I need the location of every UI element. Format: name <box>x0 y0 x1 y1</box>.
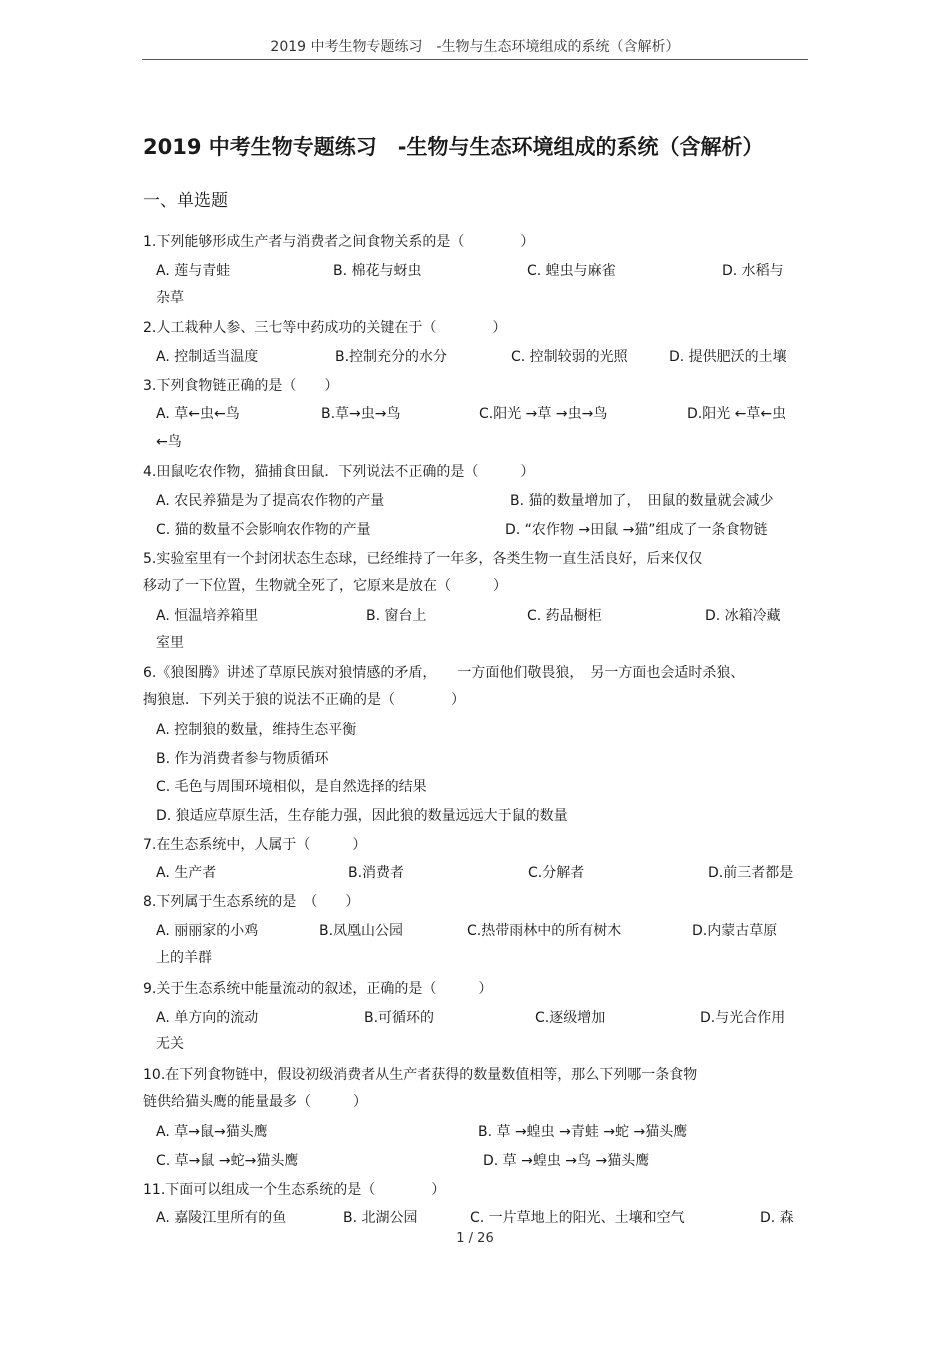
question-3-option-d: D.阳光 ←草←虫 <box>687 406 787 422</box>
question-3-stem: 3.下列食物链正确的是（ ） <box>143 378 339 394</box>
question-4-option-b: B. 猫的数量增加了， 田鼠的数量就会减少 <box>510 493 774 509</box>
section-heading: 一、单选题 <box>143 191 228 211</box>
question-8-stem: 8.下列属于生态系统的是 （ ） <box>143 894 360 910</box>
question-4-option-c: C. 猫的数量不会影响农作物的产量 <box>156 522 371 538</box>
question-2-option-d: D. 提供肥沃的土壤 <box>669 349 787 365</box>
question-11-option-c: C. 一片草地上的阳光、土壤和空气 <box>470 1210 685 1226</box>
question-10-option-a: A. 草→鼠→猫头鹰 <box>156 1124 268 1140</box>
question-7-option-d: D.前三者都是 <box>708 865 794 881</box>
question-5-stem-cont: 移动了一下位置，生物就全死了，它原来是放在（ ） <box>143 578 507 594</box>
question-3-option-d-cont: ←鸟 <box>156 434 182 450</box>
question-2-option-b: B.控制充分的水分 <box>335 349 448 365</box>
question-8-option-a: A. 丽丽家的小鸡 <box>156 923 259 939</box>
question-10-option-d: D. 草 →蝗虫 →鸟 →猫头鹰 <box>483 1153 650 1169</box>
question-6-option-a: A. 控制狼的数量，维持生态平衡 <box>156 722 357 738</box>
question-5-option-d-cont: 室里 <box>156 635 184 651</box>
question-10-option-c: C. 草→鼠 →蛇→猫头鹰 <box>156 1153 299 1169</box>
question-2-stem: 2.人工栽种人参、三七等中药成功的关键在于（ ） <box>143 320 507 336</box>
question-8-option-d: D.内蒙古草原 <box>692 923 778 939</box>
question-10-stem-cont: 链供给猫头鹰的能量最多（ ） <box>143 1094 367 1110</box>
question-11-option-d: D. 森 <box>760 1210 794 1226</box>
question-8-option-d-cont: 上的羊群 <box>156 950 212 966</box>
question-9-option-a: A. 单方向的流动 <box>156 1010 259 1026</box>
question-7-option-a: A. 生产者 <box>156 865 217 881</box>
question-3-option-a: A. 草←虫←鸟 <box>156 406 240 422</box>
question-8-option-c: C.热带雨林中的所有树木 <box>467 923 622 939</box>
question-6-stem: 6.《狼图腾》讲述了草原民族对狼情感的矛盾， 一方面他们敬畏狼， 另一方面也会适时杀狼、 <box>143 665 745 681</box>
question-4-option-d: D. “农作物 →田鼠 →猫”组成了一条食物链 <box>505 522 768 538</box>
question-6-stem-cont: 掏狼崽．下列关于狼的说法不正确的是（ ） <box>143 692 465 708</box>
question-9-stem: 9.关于生态系统中能量流动的叙述，正确的是（ ） <box>143 981 493 997</box>
question-1-option-a: A. 莲与青蛙 <box>156 263 231 279</box>
question-5-option-b: B. 窗台上 <box>366 608 427 624</box>
question-1-option-b: B. 棉花与蚜虫 <box>333 263 422 279</box>
question-1-option-d-cont: 杂草 <box>156 290 184 306</box>
header-rule <box>142 59 808 60</box>
question-1-option-d: D. 水稻与 <box>722 263 784 279</box>
question-10-option-b: B. 草 →蝗虫 →青蛙 →蛇 →猫头鹰 <box>478 1124 688 1140</box>
question-6-option-d: D. 狼适应草原生活，生存能力强，因此狼的数量远远大于鼠的数量 <box>156 808 568 824</box>
question-5-option-d: D. 冰箱冷藏 <box>705 608 781 624</box>
question-3-option-b: B.草→虫→鸟 <box>321 406 401 422</box>
question-11-option-a: A. 嘉陵江里所有的鱼 <box>156 1210 287 1226</box>
question-11-option-b: B. 北湖公园 <box>343 1210 418 1226</box>
running-header: 2019 中考生物专题练习 -生物与生态环境组成的系统（含解析） <box>270 39 680 55</box>
question-4-stem: 4.田鼠吃农作物，猫捕食田鼠．下列说法不正确的是（ ） <box>143 464 535 480</box>
question-9-option-d-cont: 无关 <box>156 1036 184 1052</box>
question-7-option-c: C.分解者 <box>528 865 585 881</box>
question-6-option-b: B. 作为消费者参与物质循环 <box>156 751 329 767</box>
document-title: 2019 中考生物专题练习 -生物与生态环境组成的系统（含解析） <box>143 135 764 159</box>
question-2-option-a: A. 控制适当温度 <box>156 349 259 365</box>
question-4-option-a: A. 农民养猫是为了提高农作物的产量 <box>156 493 385 509</box>
question-5-option-a: A. 恒温培养箱里 <box>156 608 259 624</box>
question-10-stem: 10.在下列食物链中，假设初级消费者从生产者获得的数量数值相等，那么下列哪一条食物 <box>143 1067 698 1083</box>
question-5-option-c: C. 药品橱柜 <box>527 608 602 624</box>
question-1-option-c: C. 蝗虫与麻雀 <box>527 263 616 279</box>
question-5-stem: 5.实验室里有一个封闭状态生态球，已经维持了一年多，各类生物一直生活良好，后来仅仅 <box>143 551 703 567</box>
question-8-option-b: B.凤凰山公园 <box>319 923 404 939</box>
question-9-option-c: C.逐级增加 <box>535 1010 606 1026</box>
question-9-option-b: B.可循环的 <box>364 1010 435 1026</box>
page-number: 1 / 26 <box>456 1231 494 1246</box>
question-7-stem: 7.在生态系统中，人属于（ ） <box>143 837 367 853</box>
question-11-stem: 11.下面可以组成一个生态系统的是（ ） <box>143 1182 446 1198</box>
question-3-option-c: C.阳光 →草 →虫→鸟 <box>479 406 608 422</box>
question-1-stem: 1.下列能够形成生产者与消费者之间食物关系的是（ ） <box>143 234 535 250</box>
question-9-option-d: D.与光合作用 <box>700 1010 786 1026</box>
question-2-option-c: C. 控制较弱的光照 <box>511 349 628 365</box>
question-6-option-c: C. 毛色与周围环境相似，是自然选择的结果 <box>156 779 427 795</box>
question-7-option-b: B.消费者 <box>348 865 405 881</box>
